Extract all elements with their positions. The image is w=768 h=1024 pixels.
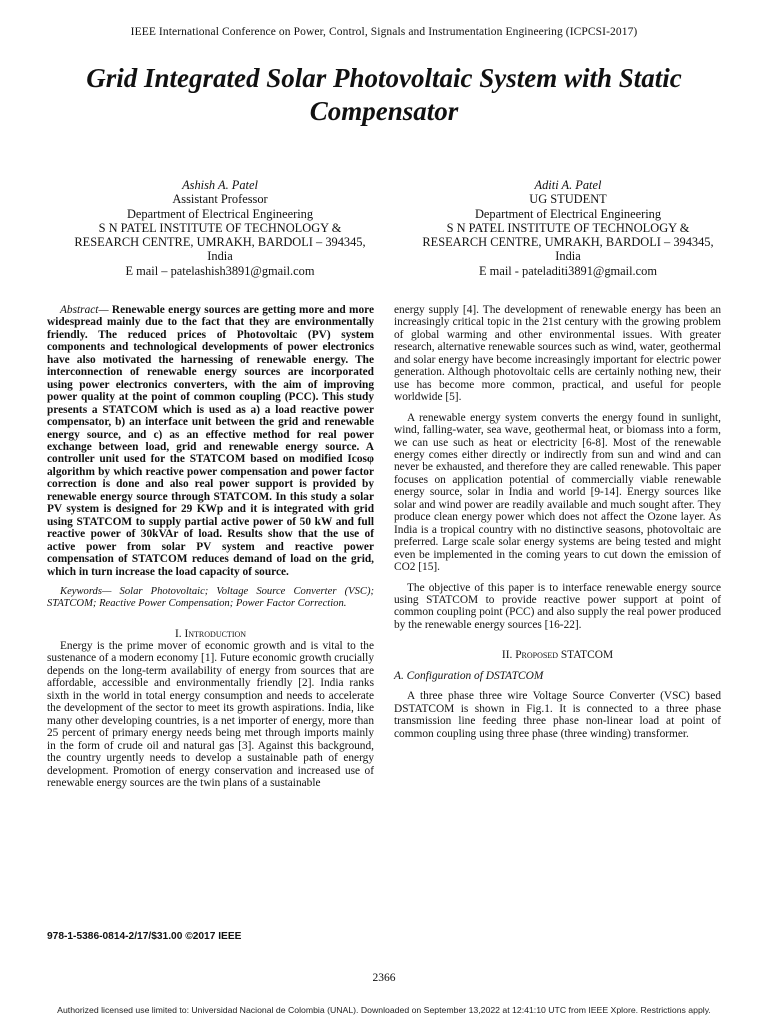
keywords-lead: Keywords—: [60, 585, 112, 597]
author-dept: Department of Electrical Engineering: [474, 206, 662, 221]
author-inst-line-1: S N PATEL INSTITUTE OF TECHNOLOGY &: [98, 220, 342, 235]
author-inst-line-2: RESEARCH CENTRE, UMRAKH, BARDOLI – 394345,: [74, 235, 366, 250]
page-number: 2366: [372, 972, 396, 984]
intro-paragraph-1: Energy is the prime mover of economic growth and is vital to the sustenance of a modern economy [1]. Future economic growth crucially depends on the long-term availability of energy from sources that are affordable, accessible and environmentally friendly [2]. India ranks sixth in the world in total energy consumption and needs to accelerate the development of the sector to meet its growth aspirations. India, like many other developing countries, is a net importer of energy, more than 25 percent of primary energy needs being met through imports mainly in the form of crude oil and natural gas [3]. Against this background, the country urgently needs to develop a sustainable path of energy development. Promotion of energy conservation and increased use of renewable energy sources are the twin plans of a sustainable: [47, 640, 374, 789]
author-inst-line-1: S N PATEL INSTITUTE OF TECHNOLOGY &: [446, 220, 690, 235]
paragraph-dstatcom: A three phase three wire Voltage Source Converter (VSC) based DSTATCOM is shown in Fig.1. It is connected to a three phase transmission line feeding three phase non-linear load at point of common coupling using three phase (three winding) transformer.: [394, 690, 721, 740]
author-dept: Department of Electrical Engineering: [126, 206, 314, 221]
author-inst-line-2: RESEARCH CENTRE, UMRAKH, BARDOLI – 394345,: [422, 235, 714, 250]
section-number: II.: [501, 649, 513, 662]
license-notice: Authorized licensed use limited to: Universidad Nacional de Colombia (UNAL). Downloaded on September 13,2022 at 12:41:10 UTC from IEEE Xplore. Restrictions apply.: [57, 1005, 711, 1015]
keywords-body: Solar Photovoltaic; Voltage Source Converter (VSC); STATCOM; Reactive Power Compensation; Power Factor Correction.: [47, 585, 374, 609]
conference-header: IEEE International Conference on Power, Control, Signals and Instrumentation Engineering (ICPCSI-2017): [130, 26, 638, 38]
paragraph-objective: The objective of this paper is to interface renewable energy source using STATCOM to provide reactive power support at point of common coupling point (PCC) and also supply the real power produced by the renewable energy sources [16-22].: [394, 581, 721, 631]
author-name: Ashish A. Patel: [182, 178, 258, 192]
section-number: I.: [174, 627, 182, 640]
right-column: [394, 304, 721, 740]
author-email: E mail – patelashish3891@gmail.com: [125, 263, 315, 278]
author-email: E mail - pateladiti3891@gmail.com: [479, 263, 657, 278]
section-title: Proposed STATCOM: [515, 649, 614, 662]
subsection-heading-configuration: A. Configuration of DSTATCOM: [394, 669, 544, 682]
paragraph-renewable-systems: A renewable energy system converts the energy found in sunlight, wind, falling-water, sea wave, geothermal heat, or biomass into a form, we can use such as heat or electricity [6-8]. Most of the renewable energy comes either directly or indirectly from sun and wind and can never be exhausted, and therefore they are called renewable. This paper focuses on application potential of commercially viable renewable energy source, solar in India and world [9-14]. Energy sources like solar and wind power are readily available and much sought after. They produce clean energy power which does not affect the Ozone layer. As India is a tropical country with no distinctive seasons, photovoltaic are preferred. Large scale solar energy systems are being tested and might even be implemented in the coming years to cut down the emission of CO2 [15].: [394, 411, 721, 574]
abstract-lead: Abstract—: [60, 304, 109, 316]
abstract: [47, 304, 374, 578]
author-name: Aditi A. Patel: [534, 178, 602, 192]
author-block-1: [55, 178, 385, 278]
isbn-footer: 978-1-5386-0814-2/17/$31.00 ©2017 IEEE: [47, 931, 242, 942]
author-role: UG STUDENT: [529, 192, 607, 207]
paragraph-continued: energy supply [4]. The development of renewable energy has been an increasingly critical topic in the 21st century with the growing problem of global warming and other environmental issues. With greater research, alternative renewable sources such as wind, water, geothermal and solar energy have become increasingly important for electric power generation. Although photovoltaic cells are certainly nothing new, their use has become more common, practical, and useful for people worldwide [5].: [394, 304, 721, 404]
section-heading-proposed-statcom: [394, 649, 721, 661]
section-heading-introduction: [47, 628, 374, 640]
author-country: India: [555, 249, 581, 264]
paper-title: Grid Integrated Solar Photovoltaic System with Static Compensator: [86, 63, 682, 126]
author-country: India: [207, 249, 233, 264]
section-title: Introduction: [184, 627, 247, 640]
abstract-body: Renewable energy sources are getting more and more widespread mainly due to the fact that they are environmentally friendly. The reduced prices of Photovoltaic (PV) system components and technological developments of power electronics have also motivated the harnessing of renewable energy. The interconnection of renewable energy sources are incorporated using power electronics converters, with the aim of improving power quality at the point of common coupling (PCC). This study presents a STATCOM which is used as a) a load reactive power compensator, b) an interface unit between the grid and renewable energy source, and c) as an effective method for real power exchange between load, grid and renewable energy source. A controller unit used for the STATCOM based on modified Icosφ algorithm by which reactive power compensation and power factor correction is done and also real power support is provided by renewable energy source through STATCOM. In this study a solar PV system is designed for 29 KWp and it is integrated with grid using STATCOM to supply partial active power of 50 kW and full reactive power of 30kVAr of load. Results show that the use of active power from solar PV system and reactive power compensation of STATCOM reduces demand of load on the grid, which in turn increase the load capacity of source.: [47, 304, 374, 578]
left-column: [47, 304, 374, 789]
keywords: [47, 586, 374, 610]
author-role: Assistant Professor: [172, 192, 268, 207]
author-block-2: [403, 178, 733, 278]
